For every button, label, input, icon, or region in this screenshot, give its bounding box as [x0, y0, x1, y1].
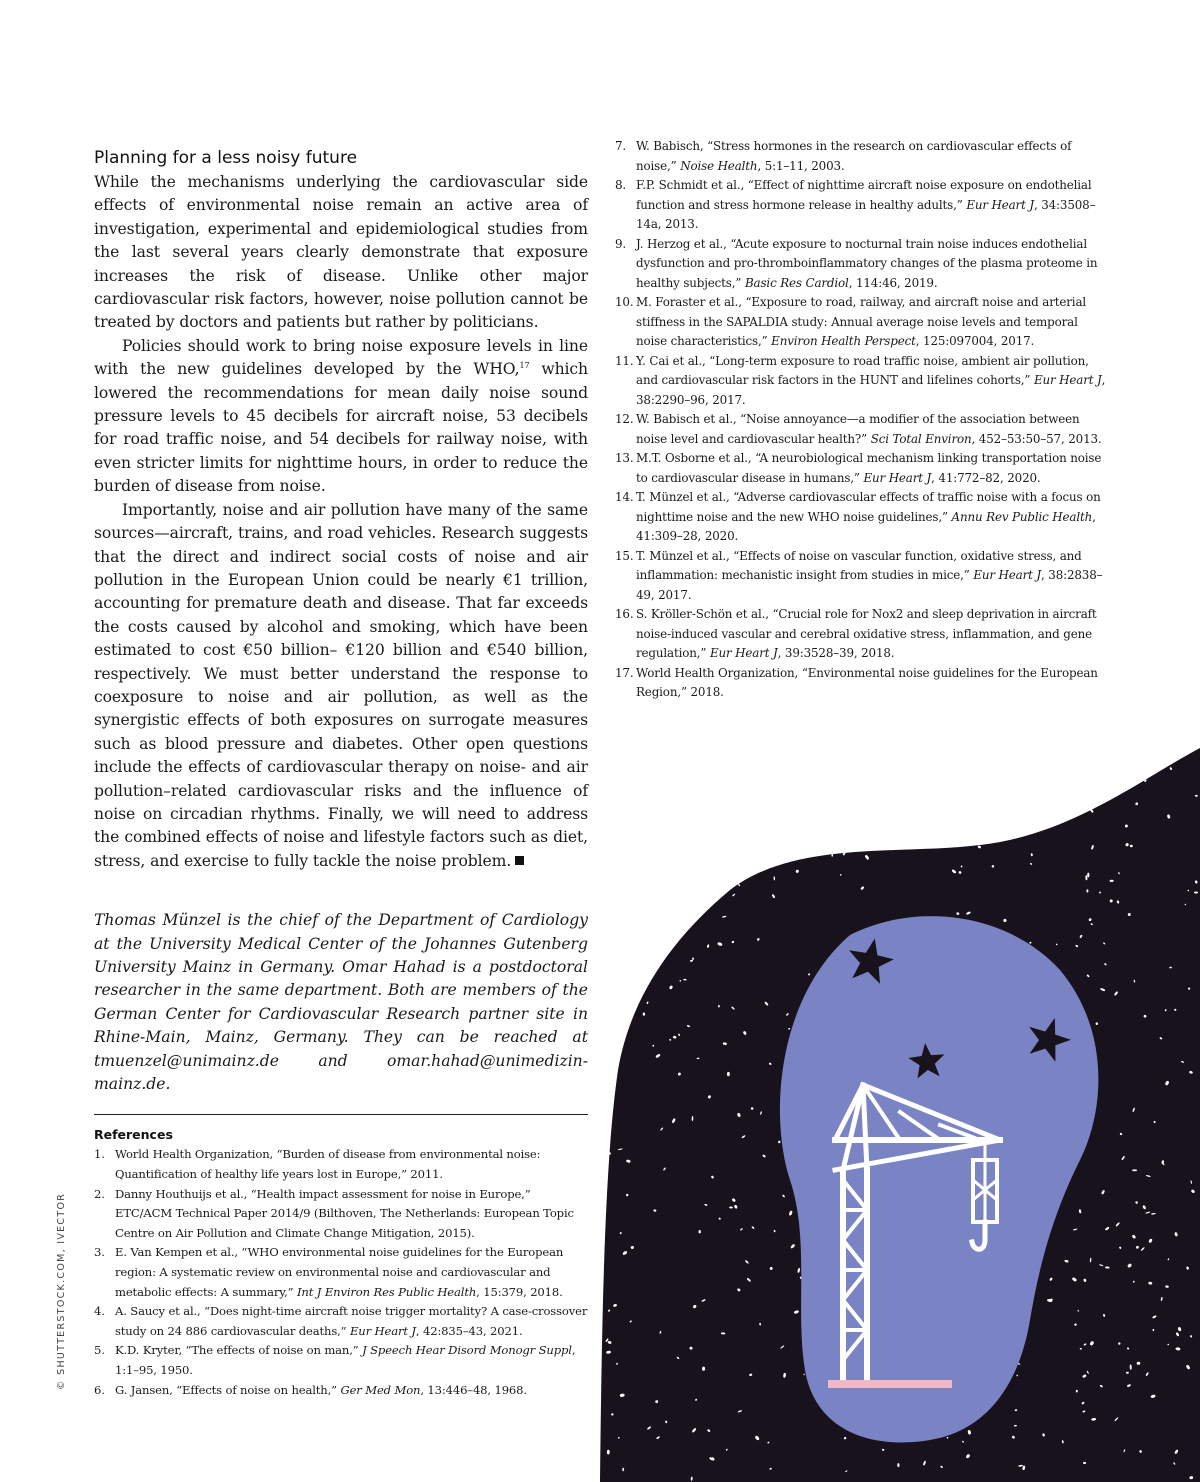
reference-journal: Environ Health Perspect [771, 334, 916, 348]
photo-credit [56, 1192, 72, 1406]
reference-text: Y. Cai et al., “Long-term exposure to road traffic noise, ambient air pollution, and cardiovascular risk factors in the HUNT and lifelines cohorts,” [636, 353, 1089, 387]
reference-text: M. Foraster et al., “Exposure to road, railway, and aircraft noise and arterial stiffness in the SAPALDIA study: Annual average noise levels and temporal noise characteristics,” [636, 295, 1087, 348]
main-column [94, 146, 588, 1400]
reference-text: E. Van Kempen et al., “WHO environmental noise guidelines for the European region: A systematic review on environmental noise and cardiovascular and metabolic effects: A summary,” [115, 1245, 564, 1299]
reference-number: 14. [615, 490, 634, 504]
paragraph-3-text: Importantly, noise and air pollution have many of the same sources—aircraft, trains, and road vehicles. Research suggests that the direct and indirect social costs of noise and air pollution in the European Union could be nearly €1 trillion, accounting for premature death and disease. That far exceeds the costs caused by alcohol and smoking, which have been estimated to cost €50 billion– €120 billion and €540 billion, respectively. We must better understand the response to coexposure to noise and air pollution, as well as the synergistic effects of both exposures on surrogate measures such as blood pressure and diabetes. Other open questions include the effects of cardiovascular therapy on noise- and air pollution–related cardiovascular risks and the influence of noise on circadian rhythms. Finally, we will need to address the combined effects of noise and lifestyle factors such as diet, stress, and exercise to fully tackle the noise problem. [94, 500, 588, 870]
reference-number: 16. [615, 607, 634, 621]
reference-journal: Sci Total Environ [870, 431, 972, 446]
photo-credit-text: © SHUTTERSTOCK.COM, IVECTOR [56, 1192, 67, 1390]
references-heading: References [94, 1127, 173, 1143]
reference-number: 3. [94, 1245, 105, 1260]
reference-item [615, 449, 1107, 488]
reference-text: F.P. Schmidt et al., “Effect of nighttime aircraft noise exposure on endothelial function and stress hormone release in healthy adults,” [636, 178, 1092, 212]
author-bio: Thomas Münzel is the chief of the Department of Cardiology at the University Medical Center of the Johannes Gutenberg University Mainz in Germany. Omar Hahad is a postdoctoral researcher in the same department. Both are members of the German Center for Cardiovascular Research partner site in Rhine-Main, Mainz, Germany. They can be reached at tmuenzel@unimainz.de and omar.hahad@unimedizin-mainz.de. [94, 911, 588, 1094]
speckle [1125, 825, 1128, 828]
divider [94, 1114, 588, 1115]
reference-item [615, 137, 1107, 176]
reference-item [615, 352, 1107, 411]
reference-number: 8. [615, 178, 627, 192]
reference-item [615, 488, 1107, 547]
reference-text: W. Babisch et al., “Noise annoyance—a modifier of the association between noise level and cardiovascular health?” [636, 412, 1080, 446]
reference-details: , 34:3508–14a, 2013. [636, 197, 1096, 231]
reference-text: J. Herzog et al., “Acute exposure to nocturnal train noise induces endothelial dysfunction and pro-thromboinflammatory changes of the plasma proteome in healthy subjects,” [636, 236, 1098, 290]
crane-base-bar [828, 1380, 952, 1388]
reference-journal: Eur Heart J [973, 568, 1042, 582]
reference-details: , 452–53:50–57, 2013. [971, 431, 1102, 446]
reference-text: World Health Organization, “Burden of disease from environmental noise: Quantification of healthy life years lost in Europe,” 2011. [115, 1147, 541, 1182]
reference-item [94, 1302, 588, 1341]
reference-item [615, 547, 1107, 606]
reference-number: 4. [94, 1304, 105, 1319]
reference-journal: Eur Heart J [1033, 373, 1102, 387]
reference-details: , 38:2290–96, 2017. [636, 373, 1106, 407]
reference-details: , 13:446–48, 1968. [420, 1382, 527, 1397]
reference-number: 1. [94, 1147, 105, 1162]
article-body [94, 171, 588, 873]
references-list-right [615, 137, 1107, 703]
paragraph-2-part-1: Policies should work to bring noise exposure levels in line with the new guidelines developed by the WHO, [94, 336, 588, 379]
reference-number: 9. [615, 236, 627, 251]
reference-details: , 42:835–43, 2021. [415, 1323, 523, 1338]
reference-item [94, 1185, 588, 1244]
reference-text: G. Jansen, “Effects of noise on health,” [115, 1382, 341, 1397]
reference-journal: Eur Heart J [709, 646, 778, 660]
reference-details: , 5:1–11, 2003. [757, 158, 845, 173]
reference-item [94, 1145, 588, 1184]
reference-item [94, 1381, 588, 1401]
reference-item [94, 1243, 588, 1302]
reference-item [615, 664, 1107, 703]
speckle [643, 1013, 645, 1016]
reference-number: 5. [94, 1343, 105, 1358]
reference-text: T. Münzel et al., “Adverse cardiovascular effects of traffic noise with a focus on nighttime noise and the new WHO noise guidelines,” [636, 490, 1101, 524]
reference-details: , 125:097004, 2017. [915, 334, 1035, 348]
reference-number: 11. [615, 353, 634, 368]
end-mark-icon [515, 856, 524, 865]
reference-details: , 41:309–28, 2020. [636, 509, 1096, 543]
reference-text: T. Münzel et al., “Effects of noise on vascular function, oxidative stress, and inflammation: mechanistic insight from studies in mice,” [636, 548, 1082, 582]
reference-text: Danny Houthuijs et al., “Health impact assessment for noise in Europe,” ETC/ACM Technical Paper 2014/9 (Bilthoven, The Netherlands: European Topic Centre on Air Pollution and Climate Change Mitigation, 2015). [115, 1186, 574, 1240]
reference-item [615, 235, 1107, 294]
reference-details: , 114:46, 2019. [848, 275, 938, 290]
reference-item [615, 410, 1107, 449]
reference-details: , 38:2838–49, 2017. [636, 568, 1103, 602]
reference-journal: J Speech Hear Disord Monogr Suppl [362, 1343, 572, 1358]
reference-number: 6. [94, 1382, 105, 1397]
section-heading: Planning for a less noisy future [94, 148, 358, 168]
reference-item [615, 176, 1107, 235]
reference-journal: Noise Health [680, 158, 758, 173]
reference-journal: Basic Res Cardiol [744, 275, 849, 290]
reference-text: A. Saucy et al., “Does night-time aircraft noise trigger mortality? A case-crossover study on 24 886 cardiovascular deaths,” [115, 1304, 588, 1338]
footnote-ref-17: 17 [519, 361, 530, 371]
reference-journal: Eur Heart J [863, 470, 932, 485]
reference-text: W. Babisch, “Stress hormones in the research on cardiovascular effects of noise,” [636, 139, 1072, 173]
speckle [1195, 795, 1198, 797]
reference-number: 13. [615, 451, 634, 465]
reference-journal: Eur Heart J [349, 1323, 416, 1338]
paragraph-1: While the mechanisms underlying the cardiovascular side effects of environmental noise remain an active area of investigation, experimental and epidemiological studies from the last several years clearly demonstrate that exposure increases the risk of disease. Unlike other major cardiovascular risk factors, however, noise pollution cannot be treated by doctors and patients but rather by politicians. [94, 173, 588, 332]
reference-number: 12. [615, 412, 634, 426]
reference-journal: Eur Heart J [966, 197, 1034, 212]
reference-journal: Int J Environ Res Public Health [297, 1284, 477, 1299]
reference-number: 17. [615, 665, 634, 680]
reference-journal: Annu Rev Public Health [951, 509, 1093, 524]
reference-text: M.T. Osborne et al., “A neurobiological mechanism linking transportation noise to cardiovascular disease in humans,” [636, 451, 1102, 485]
references-list-left [94, 1145, 588, 1400]
night-sky-crane-illustration [600, 740, 1200, 1482]
references-column-right [615, 137, 1107, 703]
reference-text: S. Kröller-Schön et al., “Crucial role for Nox2 and sleep deprivation in aircraft noise-induced vascular and cerebral oxidative stress, inflammation, and gene regulation,” [636, 607, 1097, 660]
reference-item [615, 293, 1107, 352]
reference-number: 7. [615, 139, 627, 153]
reference-number: 2. [94, 1186, 105, 1201]
reference-number: 10. [615, 295, 634, 309]
reference-details: , 39:3528–39, 2018. [777, 646, 895, 660]
reference-text: World Health Organization, “Environmental noise guidelines for the European Region,” 2018. [636, 665, 1098, 699]
reference-item [94, 1341, 588, 1380]
reference-journal: Ger Med Mon [340, 1382, 421, 1397]
paragraph-2-part-2: which lowered the recommendations for mean daily noise sound pressure levels to 45 decibels for aircraft noise, 53 decibels for road traffic noise, and 54 decibels for railway noise, with even stricter limits for nighttime hours, in order to reduce the burden of disease from noise. [94, 360, 589, 496]
reference-number: 15. [615, 548, 634, 563]
reference-details: , 15:379, 2018. [476, 1284, 563, 1299]
reference-text: K.D. Kryter, “The effects of noise on man,” [115, 1343, 363, 1358]
paragraph-2 [94, 335, 588, 499]
reference-details: , 1:1–95, 1950. [115, 1343, 576, 1377]
paragraph-3 [94, 499, 588, 874]
reference-details: , 41:772–82, 2020. [931, 470, 1041, 485]
reference-item [615, 605, 1107, 664]
